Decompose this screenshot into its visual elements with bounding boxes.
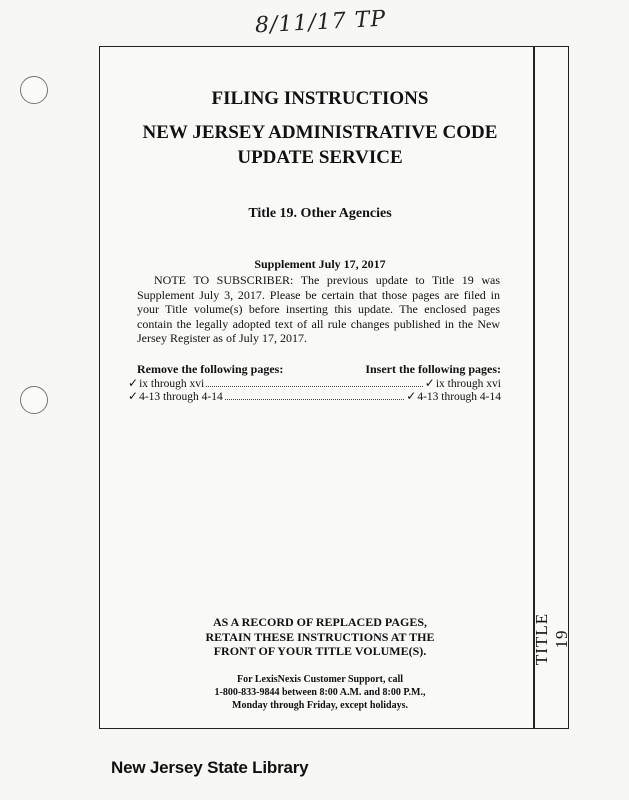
leader-dots xyxy=(206,386,423,387)
leader-dots xyxy=(225,399,405,400)
record-line: AS A RECORD OF REPLACED PAGES, xyxy=(212,615,428,629)
code-title-line-1: NEW JERSEY ADMINISTRATIVE CODE xyxy=(142,122,498,143)
insert-pages: 4-13 through 4-14 xyxy=(417,391,501,403)
code-title xyxy=(110,120,530,170)
insert-pages: ix through xvi xyxy=(435,378,501,390)
library-stamp: New Jersey State Library xyxy=(111,758,309,777)
support-line: Monday through Friday, except holidays. xyxy=(232,700,408,711)
checkmark-icon: ✓ xyxy=(406,389,417,403)
binder-hole-top xyxy=(20,76,48,104)
subscriber-note: NOTE TO SUBSCRIBER: The previous update to Title 19 was Supplement July 3, 2017. Please be certain that those pages are filed in your Title volume(s) before inserting this update. The enclosed pages contain the legally adopted text of all rule changes published in the New Jersey Register as of July 17, 2017. xyxy=(137,273,500,345)
record-instructions xyxy=(110,615,530,659)
remove-pages: ix through xvi xyxy=(139,378,205,390)
page-title: FILING INSTRUCTIONS xyxy=(211,88,429,109)
remove-pages: 4-13 through 4-14 xyxy=(139,391,223,403)
code-title-line-2: UPDATE SERVICE xyxy=(237,147,403,168)
checkmark-icon: ✓ xyxy=(424,376,435,390)
page-row xyxy=(128,389,501,404)
customer-support xyxy=(110,673,530,712)
binder-hole-middle xyxy=(20,386,48,414)
insert-header: Insert the following pages: xyxy=(365,362,501,376)
remove-header: Remove the following pages: xyxy=(137,362,284,376)
title-tab-label: TITLE 19 xyxy=(532,612,571,666)
support-line: 1-800-833-9844 between 8:00 A.M. and 8:00 P.M., xyxy=(214,687,426,698)
handwritten-date-initials: 8/11/17 TP xyxy=(254,6,387,39)
support-line: For LexisNexis Customer Support, call xyxy=(236,674,403,685)
record-line: RETAIN THESE INSTRUCTIONS AT THE xyxy=(205,629,435,644)
checkmark-icon: ✓ xyxy=(128,376,139,390)
record-line: FRONT OF YOUR TITLE VOLUME(S). xyxy=(213,644,427,658)
supplement-date: Supplement July 17, 2017 xyxy=(254,257,386,271)
checkmark-icon: ✓ xyxy=(128,389,139,403)
title-section: Title 19. Other Agencies xyxy=(248,206,392,221)
